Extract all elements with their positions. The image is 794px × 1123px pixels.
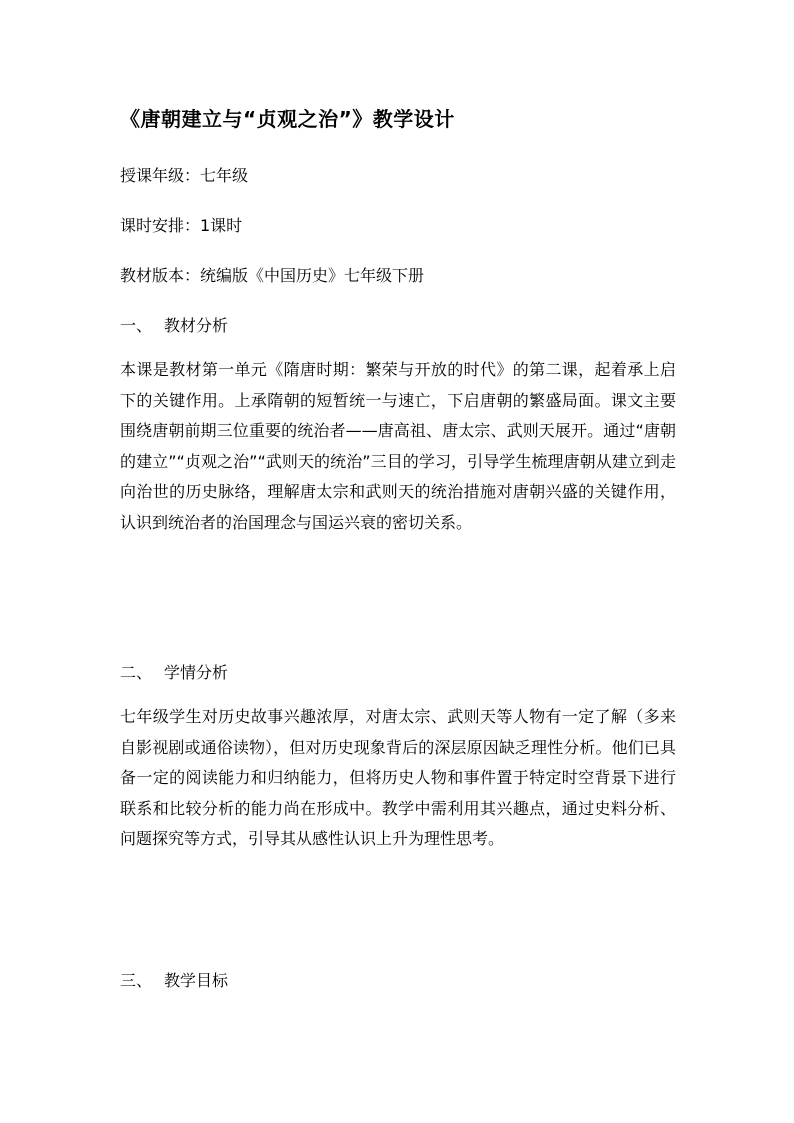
section-title: 教材分析 <box>164 316 229 335</box>
section-number: 一、 <box>120 316 153 335</box>
meta-grade: 授课年级：七年级 <box>120 166 249 185</box>
section-paragraph-1: 本课是教材第一单元《隋唐时期：繁荣与开放的时代》的第二课，起着承上启下的关键作用。上承隋朝的短暂统一与速亡，下启唐朝的繁盛局面。课文主要围绕唐朝前期三位重要的统治者——唐高祖、唐太宗、武则天展开。通过“唐朝的建立”“贞观之治”“武则天的统治”三目的学习，引导学生梳理唐朝从建立到走向治世的历史脉络，理解唐太宗和武则天的统治措施对唐朝兴盛的关键作用，认识到统治者的治国理念与国运兴衰的密切关系。 <box>120 360 676 532</box>
section-paragraph-2: 七年级学生对历史故事兴趣浓厚，对唐太宗、武则天等人物有一定了解（多来自影视剧或通俗读物），但对历史现象背后的深层原因缺乏理性分析。他们已具备一定的阅读能力和归纳能力，但将历史人物和事件置于特定时空背景下进行联系和比较分析的能力尚在形成中。教学中需利用其兴趣点，通过史料分析、问题探究等方式，引导其从感性认识上升为理性思考。 <box>120 707 676 849</box>
document-title: 《唐朝建立与“贞观之治”》教学设计 <box>120 107 455 131</box>
section-heading-2 <box>120 660 228 683</box>
section-heading-3 <box>120 968 228 991</box>
section-heading-1 <box>120 313 228 336</box>
section-number: 二、 <box>120 663 153 682</box>
meta-edition: 教材版本：统编版《中国历史》七年级下册 <box>120 266 425 285</box>
meta-hours: 课时安排：1课时 <box>120 216 243 235</box>
section-title: 教学目标 <box>164 971 229 990</box>
section-title: 学情分析 <box>164 663 229 682</box>
section-number: 三、 <box>120 971 153 990</box>
